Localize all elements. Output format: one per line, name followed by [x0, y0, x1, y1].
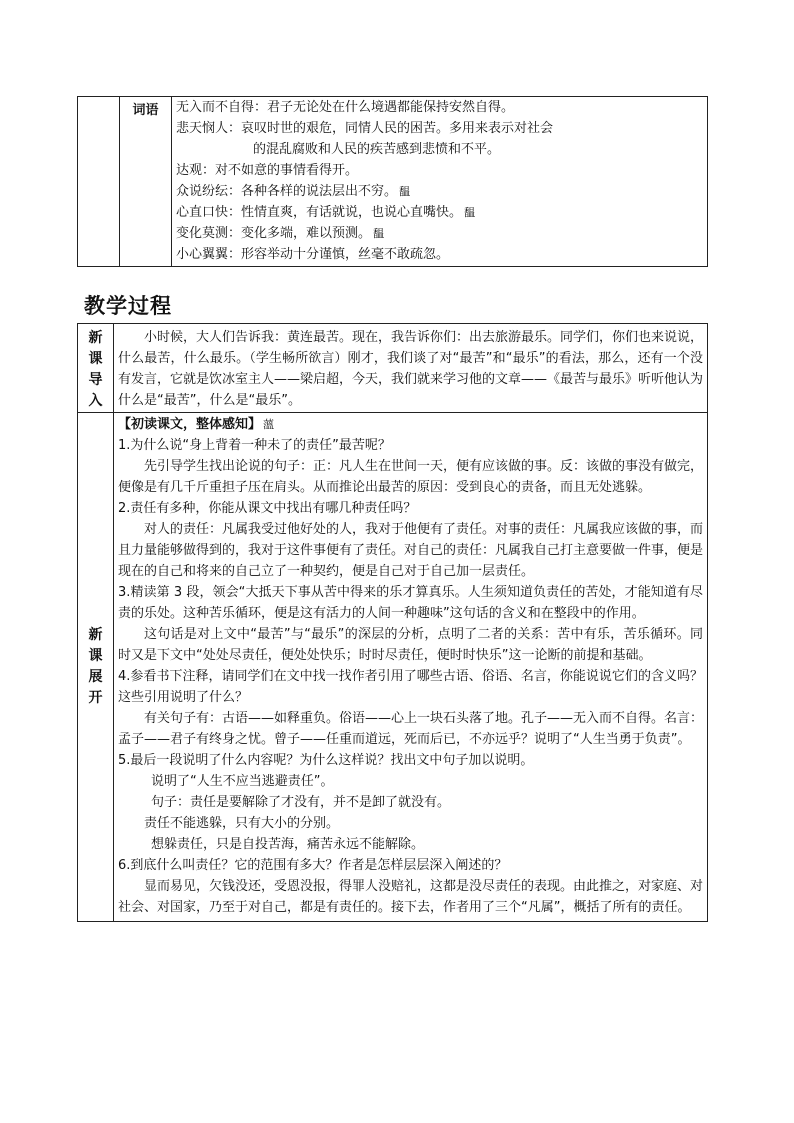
vocab-line-mark: 馧 — [373, 227, 385, 240]
intro-content — [114, 324, 708, 413]
vocab-line — [176, 181, 703, 202]
vocab-line — [176, 202, 703, 223]
vocab-line — [176, 118, 703, 139]
vocab-content — [172, 97, 708, 267]
question-paragraph: 3.精读第 3 段，领会“大抵天下事从苦中得来的乐才算真乐。人生须知道负责任的苦处，才能知道有尽责的乐处。这种苦乐循环，便是这有活力的人间一种趣味”这句话的含义和在整段中的作用。 — [118, 585, 703, 621]
develop-label-cell — [78, 413, 114, 922]
develop-heading-line — [118, 414, 703, 435]
vocab-line-text: 变化莫测：变化多端，难以预测。 — [176, 226, 372, 241]
intro-label: 新课导入 — [88, 330, 103, 409]
section-title: 教学过程 — [84, 294, 172, 318]
develop-paragraphs — [118, 435, 703, 918]
question-paragraph: 5.最后一段说明了什么内容呢？为什么这样说？找出文中句子加以说明。 — [118, 753, 534, 768]
vocab-line — [176, 223, 703, 244]
question-paragraph: 4.参看书下注释，请同学们在文中找一找作者引用了哪些古语、俗语、名言，你能说说它们的含义吗？这些引用说明了什么？ — [118, 669, 703, 705]
vocab-line-text: 的混乱腐败和人民的疾苦感到悲愤和不平。 — [253, 142, 501, 157]
develop-content — [114, 413, 708, 922]
answer-paragraph: 有关句子有：古语——如释重负。俗语——心上一块石头落了地。孔子——无入而不自得。名言：孟子——君子有终身之忧。曾子——任重而道远，死而后已，不亦远乎？说明了“人生当勇于负责”。 — [118, 711, 704, 747]
question-paragraph: 6.到底什么叫责任？它的范围有多大？作者是怎样层层深入阐述的？ — [118, 858, 508, 873]
answer-paragraph: 责任不能逃躲，只有大小的分别。 — [144, 816, 340, 831]
teaching-process-table — [77, 323, 708, 922]
vocab-line-mark: 馧 — [399, 185, 411, 198]
vocab-line-text: 达观：对不如意的事情看得开。 — [176, 163, 359, 178]
answer-paragraph: 这句话是对上文中“最苦”与“最乐”的深层的分析，点明了二者的关系：苦中有乐，苦乐循环。同时又是下文中“处处尽责任，便处处快乐；时时尽责任，便时时快乐”这一论断的前提和基础。 — [118, 627, 703, 663]
answer-paragraph: 先引导学生找出论说的句子：正：凡人生在世间一天，便有应该做的事。反：该做的事没有做完，便像是有几千斤重担子压在肩头。从而推论出最苦的原因：受到良心的责备，而且无处逃躲。 — [118, 459, 704, 495]
vocab-line — [176, 244, 703, 265]
vocab-line — [176, 97, 703, 118]
vocab-line — [176, 139, 703, 160]
question-paragraph: 1.为什么说“身上背着一种未了的责任”最苦呢？ — [118, 438, 391, 453]
vocab-line-text: 小心翼翼：形容举动十分谨慎，丝毫不敢疏忽。 — [176, 247, 450, 262]
answer-paragraph: 说明了“人生不应当逃避责任”。 — [151, 774, 334, 789]
intro-label-cell — [78, 324, 114, 413]
intro-row — [78, 324, 708, 413]
vocab-line-mark: 馧 — [464, 206, 476, 219]
develop-label: 新课展开 — [88, 627, 103, 706]
answer-paragraph: 想躲责任，只是自投苦海，痛苦永远不能解除。 — [151, 837, 425, 852]
vocab-line-text: 无入而不自得：君子无论处在什么境遇都能保持安然自得。 — [176, 100, 515, 115]
vocab-empty-cell — [78, 97, 120, 267]
intro-text: 小时候，大人们告诉我：黄连最苦。现在，我告诉你们：出去旅游最乐。同学们，你们也来说说，什么最苦，什么最乐。（学生畅所欲言）刚才，我们谈了对“最苦”和“最乐”的看法，那么，还有一个没有发言，它就是饮冰室主人——梁启超，今天，我们就来学习他的文章——《最苦与最乐》听听他认为什么是“最苦”，什么是“最乐”。 — [118, 330, 704, 408]
develop-heading: 【初读课文，整体感知】 — [118, 417, 262, 432]
answer-paragraph: 句子：责任是要解除了才没有，并不是卸了就没有。 — [151, 795, 451, 810]
develop-row — [78, 413, 708, 922]
vocab-heading: 词语 — [120, 97, 172, 267]
answer-paragraph: 对人的责任：凡属我受过他好处的人，我对于他便有了责任。对事的责任：凡属我应该做的事，而且力量能够做得到的，我对于这件事便有了责任。对自己的责任：凡属我自己打主意要做一件事，便是现在的自己和将来的自己立了一种契约，便是自己对于自己加一层责任。 — [118, 522, 704, 579]
vocabulary-table — [77, 96, 708, 267]
vocab-line-text: 悲天悯人：哀叹时世的艰危，同情人民的困苦。多用来表示对社会 — [176, 121, 554, 136]
vocab-line-text: 众说纷纭：各种各样的说法层出不穷。 — [176, 184, 398, 199]
question-paragraph: 2.责任有多种，你能从课文中找出有哪几种责任吗？ — [118, 501, 417, 516]
vocab-line-text: 心直口快：性情直爽，有话就说，也说心直嘴快。 — [176, 205, 463, 220]
heading-mark: 薀 — [263, 418, 275, 431]
vocab-line — [176, 160, 703, 181]
answer-paragraph: 显而易见，欠钱没还，受恩没报，得罪人没赔礼，这都是没尽责任的表现。由此推之，对家庭、对社会、对国家，乃至于对自己，都是有责任的。接下去，作者用了三个“凡属”，概括了所有的责任。 — [118, 879, 704, 915]
